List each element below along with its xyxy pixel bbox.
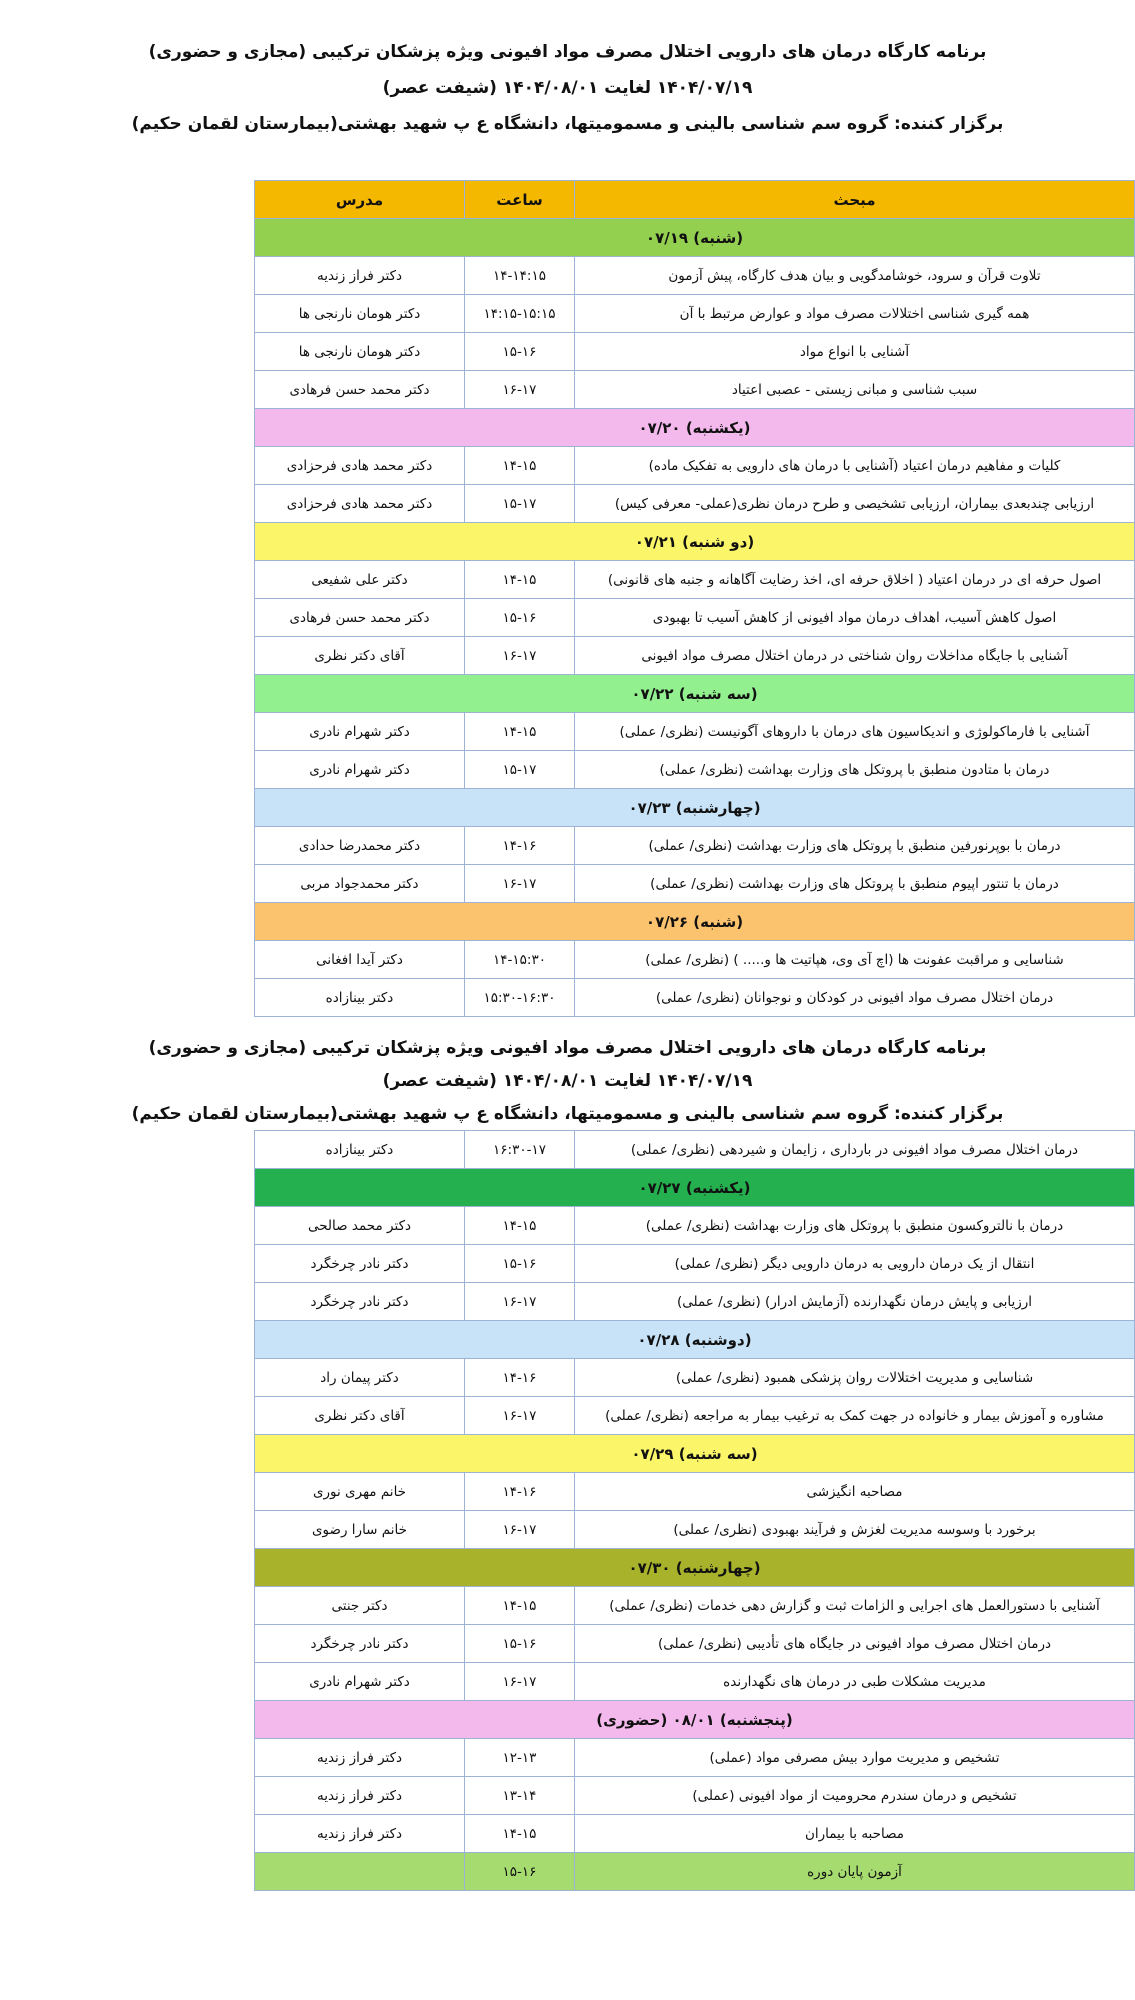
session-row <box>255 865 1135 903</box>
final-exam-time: ۱۵-۱۶ <box>465 1853 575 1891</box>
session-topic: برخورد با وسوسه مدیریت لغزش و فرآیند بهبودی (نظری/ عملی) <box>575 1511 1135 1549</box>
session-time: ۱۳-۱۴ <box>465 1777 575 1815</box>
session-row <box>255 1815 1135 1853</box>
session-teacher: دکتر شهرام نادری <box>255 1663 465 1701</box>
schedule-table-part1 <box>254 180 1135 1017</box>
session-row <box>255 941 1135 979</box>
session-teacher: دکتر فراز زندیه <box>255 1777 465 1815</box>
final-exam-teacher <box>255 1853 465 1891</box>
session-teacher: دکتر نادر چرخگرد <box>255 1283 465 1321</box>
session-time: ۱۶-۱۷ <box>465 1397 575 1435</box>
session-topic: اصول حرفه ای در درمان اعتیاد ( اخلاق حرفه ای، اخذ رضایت آگاهانه و جنبه های قانونی) <box>575 561 1135 599</box>
session-topic: مدیریت مشکلات طبی در درمان های نگهدارنده <box>575 1663 1135 1701</box>
session-time: ۱۴-۱۵ <box>465 447 575 485</box>
program-organizer: برگزار کننده: گروه سم شناسی بالینی و مسمومیتها، دانشگاه ع پ شهید بهشتی(بیمارستان لقمان حکیم) <box>131 114 1004 134</box>
session-time: ۱۵-۱۶ <box>465 599 575 637</box>
session-teacher: دکتر فراز زندیه <box>255 257 465 295</box>
session-time: ۱۵:۳۰-۱۶:۳۰ <box>465 979 575 1017</box>
day-label: (شنبه) ۰۷/۱۹ <box>255 219 1135 257</box>
session-time: ۱۴-۱۵ <box>465 1587 575 1625</box>
day-row <box>255 1321 1135 1359</box>
session-row <box>255 1511 1135 1549</box>
session-teacher: دکتر آیدا افغانی <box>255 941 465 979</box>
session-time: ۱۵-۱۶ <box>465 1625 575 1663</box>
session-time: ۱۴-۱۶ <box>465 1473 575 1511</box>
session-row <box>255 979 1135 1017</box>
session-row <box>255 599 1135 637</box>
day-label: (دو شنبه) ۰۷/۲۱ <box>255 523 1135 561</box>
session-row <box>255 485 1135 523</box>
program-organizer-repeat: برگزار کننده: گروه سم شناسی بالینی و مسمومیتها، دانشگاه ع پ شهید بهشتی(بیمارستان لقمان حکیم) <box>131 1103 1004 1124</box>
session-time: ۱۴-۱۵ <box>465 1815 575 1853</box>
day-row <box>255 219 1135 257</box>
session-row <box>255 561 1135 599</box>
day-row <box>255 523 1135 561</box>
session-teacher: دکتر نادر چرخگرد <box>255 1625 465 1663</box>
session-row <box>255 447 1135 485</box>
session-topic: تشخیص و درمان سندرم محرومیت از مواد افیونی (عملی) <box>575 1777 1135 1815</box>
session-topic: تلاوت قرآن و سرود، خوشامدگویی و بیان هدف کارگاه، پیش آزمون <box>575 257 1135 295</box>
session-topic: آشنایی با جایگاه مداخلات روان شناختی در درمان اختلال مصرف مواد افیونی <box>575 637 1135 675</box>
session-time: ۱۶-۱۷ <box>465 1663 575 1701</box>
session-time: ۱۴-۱۵:۳۰ <box>465 941 575 979</box>
session-row <box>255 1283 1135 1321</box>
session-time: ۱۶-۱۷ <box>465 865 575 903</box>
session-teacher: دکتر محمد حسن فرهادی <box>255 371 465 409</box>
day-label: (شنبه) ۰۷/۲۶ <box>255 903 1135 941</box>
session-time: ۱۶-۱۷ <box>465 1511 575 1549</box>
final-exam-topic: آزمون پایان دوره <box>575 1853 1135 1891</box>
program-header <box>0 0 1135 142</box>
program-dates-repeat: ۱۴۰۴/۰۷/۱۹ لغایت ۱۴۰۴/۰۸/۰۱ (شیفت عصر) <box>382 1070 753 1091</box>
session-teacher: دکتر فراز زندیه <box>255 1815 465 1853</box>
session-teacher: دکتر محمدجواد مربی <box>255 865 465 903</box>
session-row <box>255 637 1135 675</box>
session-teacher: خانم مهری نوری <box>255 1473 465 1511</box>
session-teacher: آقای دکتر نظری <box>255 637 465 675</box>
session-topic: درمان با نالتروکسون منطبق با پروتکل های وزارت بهداشت (نظری/ عملی) <box>575 1207 1135 1245</box>
day-row <box>255 675 1135 713</box>
day-row <box>255 903 1135 941</box>
session-topic: همه گیری شناسی اختلالات مصرف مواد و عوارض مرتبط با آن <box>575 295 1135 333</box>
session-topic: آشنایی با فارماکولوژی و اندیکاسیون های درمان با داروهای آگونیست (نظری/ عملی) <box>575 713 1135 751</box>
session-time: ۱۴-۱۴:۱۵ <box>465 257 575 295</box>
session-time: ۱۲-۱۳ <box>465 1739 575 1777</box>
header-time: ساعت <box>465 181 575 219</box>
day-row <box>255 1435 1135 1473</box>
program-title: برنامه کارگاه درمان های دارویی اختلال مصرف مواد افیونی ویژه پزشکان ترکیبی (مجازی و حضوری) <box>148 42 987 62</box>
session-teacher: دکتر محمد صالحی <box>255 1207 465 1245</box>
header-teacher: مدرس <box>255 181 465 219</box>
session-topic: ارزیابی چندبعدی بیماران، ارزیابی تشخیصی و طرح درمان نظری(عملی- معرفی کیس) <box>575 485 1135 523</box>
session-topic: درمان با تنتور اپیوم منطبق با پروتکل های وزارت بهداشت (نظری/ عملی) <box>575 865 1135 903</box>
day-label: (چهارشنبه) ۰۷/۳۰ <box>255 1549 1135 1587</box>
program-header-repeat <box>0 1017 1135 1130</box>
day-label: (دوشنبه) ۰۷/۲۸ <box>255 1321 1135 1359</box>
session-topic: مصاحبه انگیزشی <box>575 1473 1135 1511</box>
session-topic: درمان با بوپرنورفین منطبق با پروتکل های وزارت بهداشت (نظری/ عملی) <box>575 827 1135 865</box>
session-teacher: دکتر محمد هادی فرحزادی <box>255 485 465 523</box>
session-time: ۱۶-۱۷ <box>465 637 575 675</box>
session-topic: کلیات و مفاهیم درمان اعتیاد (آشنایی با درمان های دارویی به تفکیک ماده) <box>575 447 1135 485</box>
session-teacher: دکتر هومان نارنجی ها <box>255 295 465 333</box>
table-header-row <box>255 181 1135 219</box>
session-row <box>255 1131 1135 1169</box>
header-topic: مبحث <box>575 181 1135 219</box>
session-topic: سبب شناسی و مبانی زیستی - عصبی اعتیاد <box>575 371 1135 409</box>
session-row <box>255 827 1135 865</box>
session-row <box>255 371 1135 409</box>
session-topic: اصول کاهش آسیب، اهداف درمان مواد افیونی از کاهش آسیب تا بهبودی <box>575 599 1135 637</box>
session-topic: مصاحبه با بیماران <box>575 1815 1135 1853</box>
session-time: ۱۵-۱۶ <box>465 333 575 371</box>
session-row <box>255 1207 1135 1245</box>
session-topic: شناسایی و مدیریت اختلالات روان پزشکی همبود (نظری/ عملی) <box>575 1359 1135 1397</box>
session-topic: درمان اختلال مصرف مواد افیونی در جایگاه های تأدیبی (نظری/ عملی) <box>575 1625 1135 1663</box>
session-teacher: دکتر بینازاده <box>255 1131 465 1169</box>
day-row <box>255 789 1135 827</box>
session-time: ۱۶-۱۷ <box>465 1283 575 1321</box>
session-row <box>255 1359 1135 1397</box>
session-row <box>255 1777 1135 1815</box>
session-time: ۱۴-۱۶ <box>465 827 575 865</box>
session-time: ۱۵-۱۷ <box>465 485 575 523</box>
day-label: (چهارشنبه) ۰۷/۲۳ <box>255 789 1135 827</box>
session-teacher: خانم سارا رضوی <box>255 1511 465 1549</box>
session-topic: شناسایی و مراقبت عفونت ها (اچ آی وی، هپاتیت ها و..... ) (نظری/ عملی) <box>575 941 1135 979</box>
session-topic: تشخیص و مدیریت موارد بیش مصرفی مواد (عملی) <box>575 1739 1135 1777</box>
session-topic: آشنایی با دستورالعمل های اجرایی و الزامات ثبت و گزارش دهی خدمات (نظری/ عملی) <box>575 1587 1135 1625</box>
session-teacher: دکتر شهرام نادری <box>255 751 465 789</box>
session-time: ۱۶-۱۷ <box>465 371 575 409</box>
program-dates: ۱۴۰۴/۰۷/۱۹ لغایت ۱۴۰۴/۰۸/۰۱ (شیفت عصر) <box>382 78 753 98</box>
session-teacher: دکتر محمد هادی فرحزادی <box>255 447 465 485</box>
session-topic: انتقال از یک درمان دارویی به درمان دارویی دیگر (نظری/ عملی) <box>575 1245 1135 1283</box>
session-row <box>255 1397 1135 1435</box>
session-row <box>255 295 1135 333</box>
session-row <box>255 1473 1135 1511</box>
session-teacher: دکتر فراز زندیه <box>255 1739 465 1777</box>
session-teacher: دکتر جنتی <box>255 1587 465 1625</box>
session-topic: آشنایی با انواع مواد <box>575 333 1135 371</box>
session-row <box>255 1625 1135 1663</box>
day-row <box>255 1169 1135 1207</box>
session-topic: درمان اختلال مصرف مواد افیونی در کودکان و نوجوانان (نظری/ عملی) <box>575 979 1135 1017</box>
session-row <box>255 713 1135 751</box>
session-time: ۱۴-۱۵ <box>465 1207 575 1245</box>
session-time: ۱۴-۱۶ <box>465 1359 575 1397</box>
day-label: (سه شنبه) ۰۷/۲۹ <box>255 1435 1135 1473</box>
session-teacher: دکتر علی شفیعی <box>255 561 465 599</box>
day-label: (یکشنبه) ۰۷/۲۰ <box>255 409 1135 447</box>
session-teacher: دکتر شهرام نادری <box>255 713 465 751</box>
session-row <box>255 1663 1135 1701</box>
session-topic: درمان اختلال مصرف مواد افیونی در بارداری ، زایمان و شیردهی (نظری/ عملی) <box>575 1131 1135 1169</box>
session-topic: ارزیابی و پایش درمان نگهدارنده (آزمایش ادرار) (نظری/ عملی) <box>575 1283 1135 1321</box>
day-row <box>255 409 1135 447</box>
session-teacher: دکتر هومان نارنجی ها <box>255 333 465 371</box>
session-time: ۱۴-۱۵ <box>465 561 575 599</box>
session-row <box>255 1739 1135 1777</box>
session-time: ۱۵-۱۶ <box>465 1245 575 1283</box>
session-time: ۱۶:۳۰-۱۷ <box>465 1131 575 1169</box>
session-row <box>255 333 1135 371</box>
schedule-table-part2 <box>254 1130 1135 1891</box>
session-teacher: دکتر بینازاده <box>255 979 465 1017</box>
program-title-repeat: برنامه کارگاه درمان های دارویی اختلال مصرف مواد افیونی ویژه پزشکان ترکیبی (مجازی و حضوری) <box>148 1037 987 1058</box>
day-row <box>255 1549 1135 1587</box>
session-time: ۱۴:۱۵-۱۵:۱۵ <box>465 295 575 333</box>
session-row <box>255 257 1135 295</box>
session-teacher: دکتر پیمان راد <box>255 1359 465 1397</box>
session-topic: مشاوره و آموزش بیمار و خانواده در جهت کمک به ترغیب بیمار به مراجعه (نظری/ عملی) <box>575 1397 1135 1435</box>
session-time: ۱۴-۱۵ <box>465 713 575 751</box>
session-teacher: آقای دکتر نظری <box>255 1397 465 1435</box>
session-row <box>255 1245 1135 1283</box>
session-teacher: دکتر محمدرضا حدادی <box>255 827 465 865</box>
day-label: (سه شنبه) ۰۷/۲۲ <box>255 675 1135 713</box>
session-teacher: دکتر محمد حسن فرهادی <box>255 599 465 637</box>
day-label: (پنجشنبه) ۰۸/۰۱ (حضوری) <box>255 1701 1135 1739</box>
session-teacher: دکتر نادر چرخگرد <box>255 1245 465 1283</box>
session-row <box>255 751 1135 789</box>
session-topic: درمان با متادون منطبق با پروتکل های وزارت بهداشت (نظری/ عملی) <box>575 751 1135 789</box>
session-time: ۱۵-۱۷ <box>465 751 575 789</box>
day-row <box>255 1701 1135 1739</box>
session-row <box>255 1587 1135 1625</box>
day-label: (یکشنبه) ۰۷/۲۷ <box>255 1169 1135 1207</box>
final-exam-row <box>255 1853 1135 1891</box>
